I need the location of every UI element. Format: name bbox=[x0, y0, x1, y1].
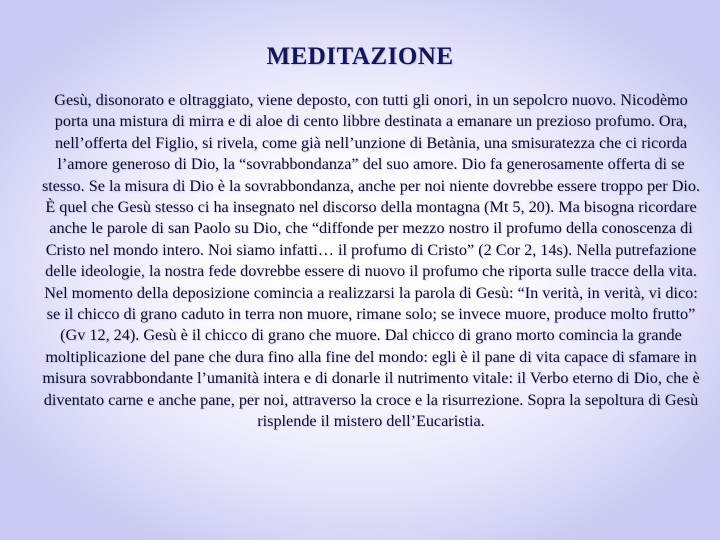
meditation-text: Gesù, disonorato e oltraggiato, viene deposto, con tutti gli onori, in un sepolcro nuovo. Nicodèmo porta una mistura di mirra e di aloe di cento libbre destinata a emanare un prezioso profumo. Ora, nell’offerta del Figlio, si rivela, come già nell’unzione di Betània, una smisuratezza che ci ricorda l’amore generoso di Dio, la “sovrabbondanza” del suo amore. Dio fa generosamente offerta di se stesso. Se la misura di Dio è la sovrabbondanza, anche per noi niente dovrebbe essere troppo per Dio. È quel che Gesù stesso ci ha insegnato nel discorso della montagna (Mt 5, 20). Ma bisogna ricordare anche le parole di san Paolo su Dio, che “diffonde per mezzo nostro il profumo della conoscenza di Cristo nel mondo intero. Noi siamo infatti… il profumo di Cristo” (2 Cor 2, 14s). Nella putrefazione delle ideologie, la nostra fede dovrebbe essere di nuovo il profumo che riporta sulle tracce della vita. Nel momento della deposizione comincia a realizzarsi la parola di Gesù: “In verità, in verità, vi dico: se il chicco di grano caduto in terra non muore, rimane solo; se invece muore, produce molto frutto” (Gv 12, 24). Gesù è il chicco di grano che muore. Dal chicco di grano morto comincia la grande moltiplicazione del pane che dura fino alla fine del mondo: egli è il pane di vita capace di sfamare in misura sovrabbondante l’umanità intera e di donarle il nutrimento vitale: il Verbo eterno di Dio, che è diventato carne e anche pane, per noi, attraverso la croce e la risurrezione. Sopra la sepoltura di Gesù risplende il mistero dell’Eucaristia. bbox=[41, 91, 701, 431]
slide-title: MEDITAZIONE bbox=[266, 42, 454, 70]
